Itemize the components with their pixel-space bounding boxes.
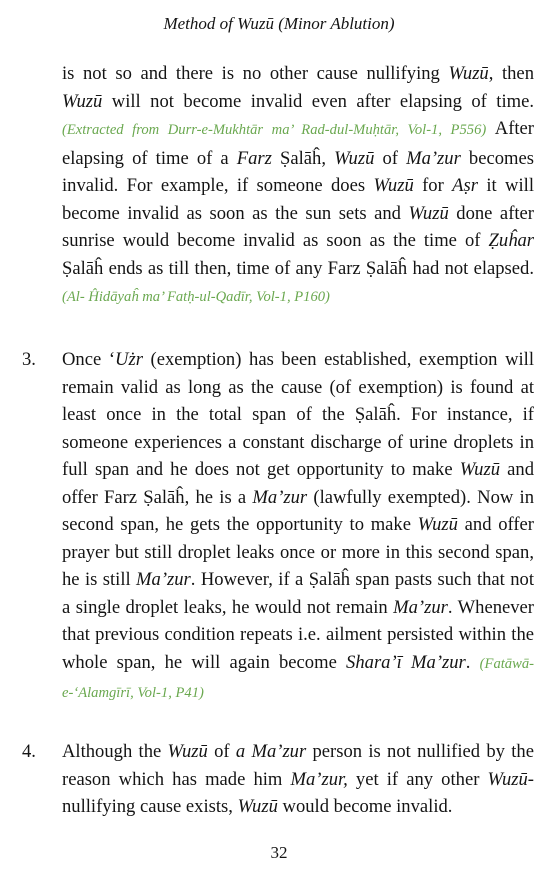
term-farz: Farz bbox=[236, 147, 272, 169]
text-run: and offer Farz Ṣalāĥ, he is a bbox=[62, 459, 534, 508]
term-asr: Aṣr bbox=[452, 175, 478, 196]
text-run: of bbox=[374, 147, 407, 169]
term-wuzu: Wuzū bbox=[237, 796, 278, 817]
term-wuzu: Wuzū bbox=[62, 90, 103, 112]
text-run: , then bbox=[488, 63, 534, 84]
page-number: 32 bbox=[270, 843, 288, 862]
reference-citation: (Fatāwā-e-‘Alamgīrī, Vol-1, P41) bbox=[62, 655, 534, 701]
text-run: of bbox=[207, 741, 236, 762]
text-run: . However, if a Ṣalāĥ span pasts such that not a single droplet leaks, he would not remain bbox=[62, 569, 534, 618]
term-uzr: Użr bbox=[115, 349, 143, 370]
text-run: is not so and there is no other cause nullifying bbox=[62, 63, 449, 84]
term-mazur: a Ma’zur bbox=[235, 741, 307, 762]
text-run: Once ‘ bbox=[62, 349, 116, 370]
term-wuzu: Wuzū bbox=[334, 147, 375, 169]
text-run: . Whenever that previous condition repeats i.e. ailment persisted within the whole span, he will again become bbox=[62, 596, 534, 673]
text-run: Although the bbox=[62, 741, 168, 762]
term-wuzu: Wuzū bbox=[408, 202, 449, 224]
text-run: for bbox=[413, 175, 453, 196]
term-mazur: Ma’zur, bbox=[290, 768, 348, 790]
text-run: Ṣalāĥ ends as till then, time of any Farz Ṣalāĥ had not elapsed. bbox=[62, 257, 534, 279]
continued-paragraph bbox=[62, 60, 534, 312]
text-run: yet if any other bbox=[347, 768, 488, 790]
numbered-item-3 bbox=[22, 346, 535, 708]
text-run: (exemption) has been established, exemption will remain valid as long as the cause (of exemption) is found at least once in the total span of the Ṣalāĥ. For instance, if someone experiences a constant discharge of urine droplets in full span and he does not get opportunity to make bbox=[62, 349, 534, 480]
item-number: 3. bbox=[22, 349, 36, 370]
item-number: 4. bbox=[22, 741, 36, 762]
text-run: and offer prayer but still droplet leaks once or more in this second span, he is still bbox=[62, 514, 535, 590]
term-mazur: Ma’zur bbox=[136, 569, 191, 590]
reference-citation: (Extracted from Durr-e-Mukhtār ma’ Rad-dul-Muḥtār, Vol-1, P556) bbox=[62, 122, 487, 138]
text-run: After elapsing of time of a bbox=[62, 118, 534, 169]
term-wuzu: Wuzū bbox=[448, 63, 489, 84]
text-run: becomes invalid. For example, if someone does bbox=[62, 147, 534, 196]
term-sharai-mazur: Shara’ī Ma’zur bbox=[346, 651, 466, 673]
term-wuzu: Wuzū bbox=[167, 741, 208, 762]
text-run: would become invalid. bbox=[277, 796, 453, 817]
numbered-item-4 bbox=[22, 738, 534, 821]
text-run: done after sunrise would become invalid as soon as the time of bbox=[62, 202, 534, 251]
term-wuzu: Wuzū bbox=[417, 514, 458, 535]
term-wuzu: Wuzū bbox=[459, 459, 501, 480]
term-mazur: Ma’zur bbox=[393, 596, 448, 618]
text-run: . bbox=[465, 651, 480, 673]
text-run: will not become invalid even after elapsing of time. bbox=[102, 90, 534, 112]
text-run: it will become invalid as soon as the sun sets and bbox=[62, 175, 534, 224]
text-run: person is not nullified by the reason which has made him bbox=[62, 741, 534, 790]
term-wuzu: Wuzū bbox=[487, 768, 528, 790]
term-mazur: Ma’zur bbox=[252, 486, 308, 508]
term-mazur: Ma’zur bbox=[406, 147, 461, 169]
text-run: -nullifying cause exists, bbox=[62, 768, 534, 817]
running-head: Method of Wuzū (Minor Ablution) bbox=[163, 14, 395, 33]
term-zuhar: Ẓuĥar bbox=[488, 230, 534, 251]
text-run: Ṣalāĥ, bbox=[271, 147, 335, 169]
reference-citation: (Al- Ĥidāyaĥ ma’ Fatḥ-ul-Qadīr, Vol-1, P160) bbox=[62, 289, 330, 305]
text-run: (lawfully exempted). Now in second span, he gets the opportunity to make bbox=[62, 486, 534, 535]
term-wuzu: Wuzū bbox=[373, 175, 414, 196]
